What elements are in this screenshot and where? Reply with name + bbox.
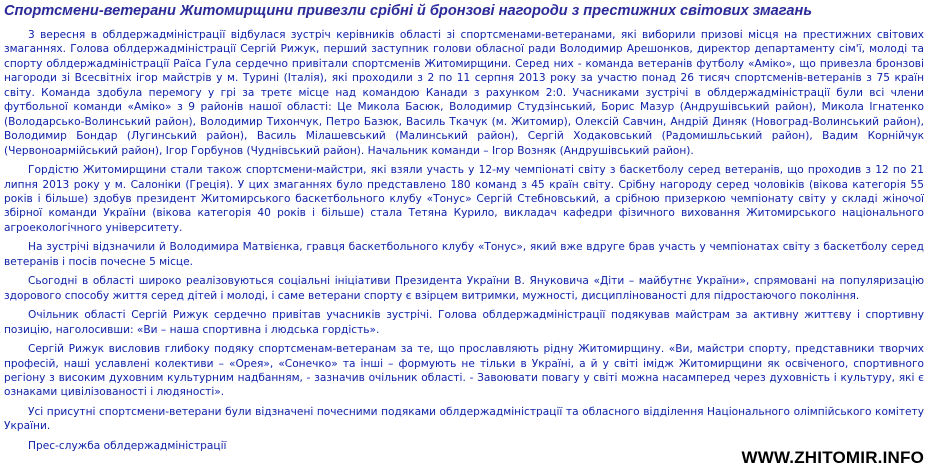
article-paragraph: Усі присутні спортсмени-ветерани були відзначені почесними подяками облдержадміністрації та обласного відділення Національного олімпійського комітету України.: [4, 405, 924, 433]
article: [4, 0, 924, 453]
article-body: [4, 28, 924, 453]
article-paragraph: 3 вересня в облдержадміністрації відбулася зустріч керівників області зі спортсменами-ветеранами, які виборили призові місця на престижних світових змаганнях. Голова облдержадміністрації Сергій Рижук, перший заступник голови обласної ради Володимир Арешонков, директор департаменту сім'ї, молоді та спорту облдержадміністрації Раїса Гула сердечно привітали спортсменів Житомирщини. Серед них - команда ветеранів футболу «Аміко», що привезла бронзові нагороди зі Всесвітніх ігор майстрів у м. Турині (Італія), які проходили з 2 по 11 серпня 2013 року за участю понад 26 тисяч спортсменів-ветеранів з 75 країн світу. Команда здобула перемогу у грі за третє місце над командою Канади з рахунком 2:0. Учасниками зустрічі в облдержадміністрації були всі члени футбольної команди «Аміко» з 9 районів нашої області: Це Микола Басюк, Володимир Студзінський, Борис Мазур (Андрушівський район), Микола Ігнатенко (Володарсько-Волинський район), Володимир Тихончук, Петро Базюк, Василь Ткачук (м. Житомир), Олексій Савчин, Андрій Диняк (Новоград-Волинський район), Володимир Бондар (Лугинський район), Василь Мілашевський (Малинський район), Сергій Ходаковський (Радомишльський район), Вадим Корнійчук (Червоноармійський район), Ігор Горбунов (Чуднівський район). Начальник команди – Ігор Возняк (Андрушівський район).: [4, 29, 924, 157]
article-paragraph: На зустрічі відзначили й Володимира Матвієнка, гравця баскетбольного клубу «Тонус», який вже вдруге брав участь у чемпіонатах світу з баскетболу серед ветеранів і посів почесне 5 місце.: [4, 241, 924, 268]
article-title: Спортсмени-ветерани Житомирщини привезли срібні й бронзові нагороди з престижних світових змагань: [4, 3, 812, 19]
article-paragraph: Сьогодні в області широко реалізовуються соціальні ініціативи Президента України В. Януковича «Діти – майбутнє України», спрямовані на популяризацію здорового способу життя серед дітей і молоді, і саме ветерани спорту є взірцем витримки, мужності, дисциплінованості для підростаючого покоління.: [4, 275, 924, 302]
site-watermark: WWW.ZHITOMIR.INFO: [738, 448, 925, 468]
article-signature: Прес-служба облдержадміністрації: [28, 439, 227, 452]
article-paragraph: Сергій Рижук висловив глибоку подяку спортсменам-ветеранам за те, що прославляють рідну Житомирщину. «Ви, майстри спорту, представники творчих професій, наші уславлені колективи – «Орея», «Сонечко» та інші – формують не тільки в Україні, а й у світі імідж Житомирщини як освіченого, спортивного регіону з високим духовним культурним надбанням, - зазначив очільник області. - Завоювати повагу у світі можна насамперед через духовність і культуру, які є ознаками цивілізованості і людяності».: [4, 343, 924, 399]
article-paragraph: Очільник області Сергій Рижук сердечно привітав учасників зустрічі. Голова облдержадміністрації подякував майстрам за активну життєву і спортивну позицію, наголосивши: «Ви – наша спортивна і людська гордість».: [4, 309, 924, 336]
article-paragraph: Гордістю Житомирщини стали також спортсмени-майстри, які взяли участь у 12-му чемпіонаті світу з баскетболу серед ветеранів, що проходив з 12 по 21 липня 2013 року у м. Салоніки (Греція). У цих змаганнях було представлено 180 команд з 45 країн світу. Срібну нагороду серед чоловіків (вікова категорія 55 років і більше) здобув президент Житомирського баскетбольного клубу «Тонус» Сергій Стебновський, а срібною призеркою чемпіонату світу у складі жіночої збірної команди України (вікова категорія 40 років і більше) стала Тетяна Курило, викладач кафедри фізичного виховання Житомирського національного агроекологічного університету.: [4, 164, 924, 234]
